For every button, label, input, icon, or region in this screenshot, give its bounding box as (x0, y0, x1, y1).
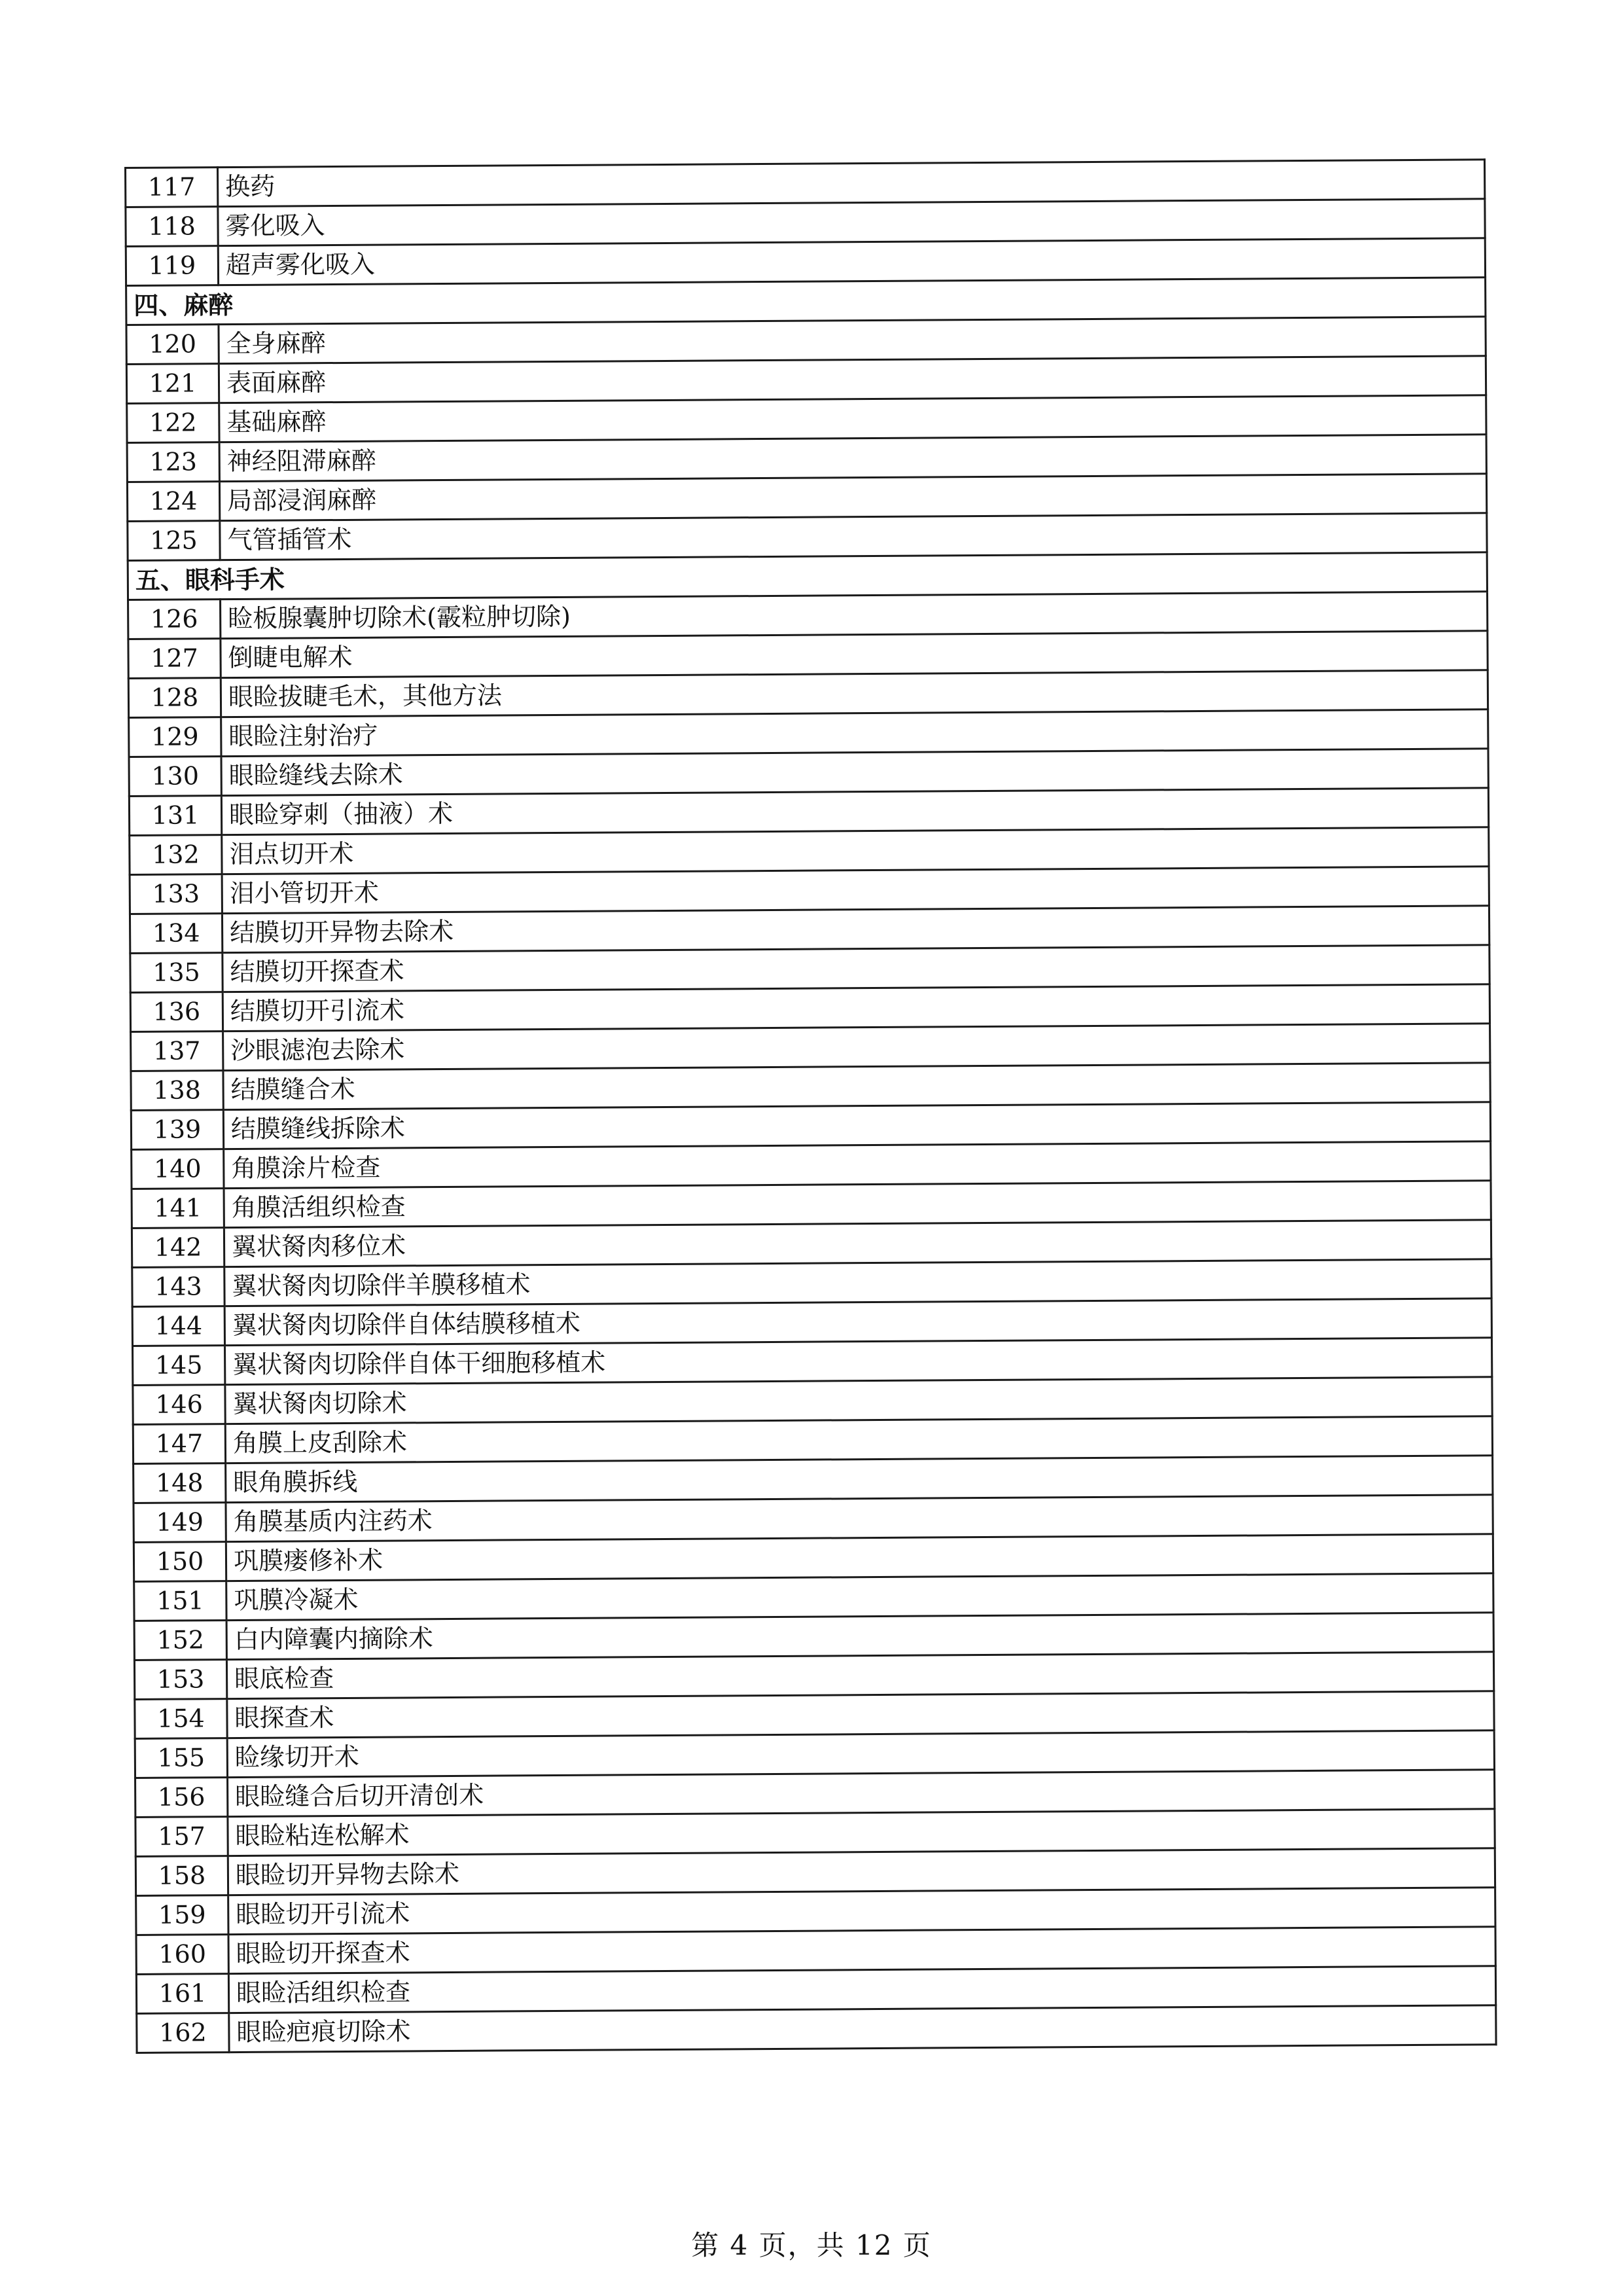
item-name: 沙眼滤泡去除术 (223, 1024, 1490, 1071)
document-page (124, 158, 1497, 2054)
item-number: 156 (135, 1778, 228, 1818)
item-number: 132 (130, 835, 222, 875)
item-name: 结膜切开探查术 (223, 945, 1489, 992)
page-number-footer: 第 4 页，共 12 页 (691, 2229, 932, 2261)
procedure-table-body (126, 160, 1497, 2053)
item-number: 119 (126, 246, 218, 286)
item-number: 145 (133, 1346, 225, 1386)
item-number: 125 (128, 521, 220, 561)
item-name: 眼睑缝线去除术 (221, 749, 1488, 796)
item-number: 123 (127, 442, 219, 482)
item-number: 133 (130, 874, 222, 914)
item-name: 白内障囊内摘除术 (226, 1613, 1493, 1660)
item-name: 结膜缝线拆除术 (223, 1102, 1490, 1149)
item-name: 巩膜冷凝术 (226, 1573, 1493, 1621)
item-name: 睑板腺囊肿切除术(霰粒肿切除) (221, 592, 1488, 639)
item-name: 眼睑活组织检查 (228, 1966, 1495, 2013)
item-number: 135 (130, 953, 223, 993)
item-number: 139 (131, 1110, 223, 1150)
item-name: 雾化吸入 (218, 199, 1485, 246)
item-number: 141 (132, 1189, 224, 1229)
item-name: 结膜切开引流术 (223, 984, 1489, 1031)
item-name: 倒睫电解术 (221, 631, 1488, 678)
item-name: 全身麻醉 (219, 317, 1486, 364)
item-number: 134 (130, 914, 222, 954)
item-number: 159 (136, 1895, 228, 1935)
item-name: 角膜上皮刮除术 (225, 1416, 1492, 1463)
item-number: 142 (132, 1228, 224, 1268)
item-name: 泪小管切开术 (222, 867, 1489, 914)
item-name: 眼睑切开异物去除术 (228, 1848, 1495, 1895)
item-number: 144 (132, 1306, 224, 1346)
item-name: 眼角膜拆线 (226, 1456, 1493, 1503)
item-number: 143 (132, 1267, 224, 1307)
item-name: 眼底检查 (226, 1652, 1493, 1699)
item-name: 巩膜瘘修补术 (226, 1534, 1493, 1581)
item-number: 136 (130, 992, 223, 1032)
item-name: 基础麻醉 (219, 395, 1486, 442)
procedure-table (124, 158, 1497, 2054)
item-number: 137 (131, 1031, 223, 1071)
item-name: 翼状胬肉移位术 (224, 1220, 1491, 1267)
item-name: 换药 (218, 160, 1485, 207)
item-number: 149 (134, 1503, 226, 1543)
item-number: 154 (135, 1699, 227, 1739)
item-number: 124 (127, 482, 219, 522)
item-number: 127 (128, 639, 221, 679)
item-name: 眼睑切开引流术 (228, 1888, 1495, 1935)
item-number: 130 (129, 757, 221, 797)
table-row (137, 2005, 1496, 2053)
item-name: 眼睑拔睫毛术，其他方法 (221, 670, 1488, 717)
item-name: 睑缘切开术 (227, 1731, 1494, 1778)
item-number: 161 (136, 1974, 228, 2014)
item-number: 120 (126, 325, 219, 365)
item-name: 眼睑疤痕切除术 (229, 2005, 1496, 2053)
item-number: 155 (135, 1738, 227, 1778)
item-name: 眼探查术 (227, 1691, 1494, 1738)
item-name: 超声雾化吸入 (218, 238, 1485, 285)
item-name: 翼状胬肉切除伴羊膜移植术 (224, 1259, 1491, 1306)
item-number: 122 (127, 403, 219, 443)
item-name: 翼状胬肉切除伴自体干细胞移植术 (225, 1338, 1492, 1385)
item-name: 气管插管术 (220, 513, 1487, 560)
item-name: 表面麻醉 (219, 356, 1486, 403)
item-name: 眼睑缝合后切开清创术 (228, 1770, 1495, 1817)
item-number: 146 (133, 1385, 225, 1425)
item-number: 129 (129, 717, 221, 757)
item-name: 神经阻滞麻醉 (219, 435, 1486, 482)
item-name: 眼睑注射治疗 (221, 709, 1488, 757)
item-name: 眼睑粘连松解术 (228, 1809, 1495, 1856)
item-number: 158 (135, 1856, 228, 1896)
item-number: 153 (134, 1660, 226, 1700)
item-number: 117 (126, 168, 218, 207)
item-name: 泪点切开术 (222, 827, 1489, 874)
item-number: 162 (137, 2013, 229, 2053)
section-title: 四、麻醉 (126, 278, 1486, 325)
item-number: 148 (134, 1463, 226, 1503)
item-name: 眼睑穿刺（抽液）术 (221, 788, 1488, 835)
item-number: 138 (131, 1071, 223, 1111)
item-number: 147 (133, 1424, 225, 1464)
item-name: 角膜活组织检查 (224, 1181, 1491, 1228)
item-number: 157 (135, 1817, 228, 1857)
item-number: 121 (126, 364, 219, 404)
item-number: 160 (136, 1935, 228, 1975)
item-name: 翼状胬肉切除伴自体结膜移植术 (224, 1299, 1491, 1346)
item-name: 结膜切开异物去除术 (222, 906, 1489, 953)
item-number: 131 (129, 796, 221, 836)
item-name: 结膜缝合术 (223, 1063, 1490, 1110)
item-number: 152 (134, 1621, 226, 1660)
item-name: 翼状胬肉切除术 (225, 1377, 1492, 1424)
section-title: 五、眼科手术 (128, 552, 1487, 600)
item-number: 151 (134, 1581, 226, 1621)
item-number: 150 (134, 1542, 226, 1582)
item-name: 角膜基质内注药术 (226, 1495, 1493, 1542)
item-name: 局部浸润麻醉 (219, 474, 1486, 521)
item-number: 126 (128, 600, 221, 639)
item-number: 128 (128, 678, 221, 718)
item-name: 角膜涂片检查 (224, 1141, 1491, 1189)
item-name: 眼睑切开探查术 (228, 1927, 1495, 1974)
item-number: 140 (132, 1149, 224, 1189)
item-number: 118 (126, 207, 218, 247)
